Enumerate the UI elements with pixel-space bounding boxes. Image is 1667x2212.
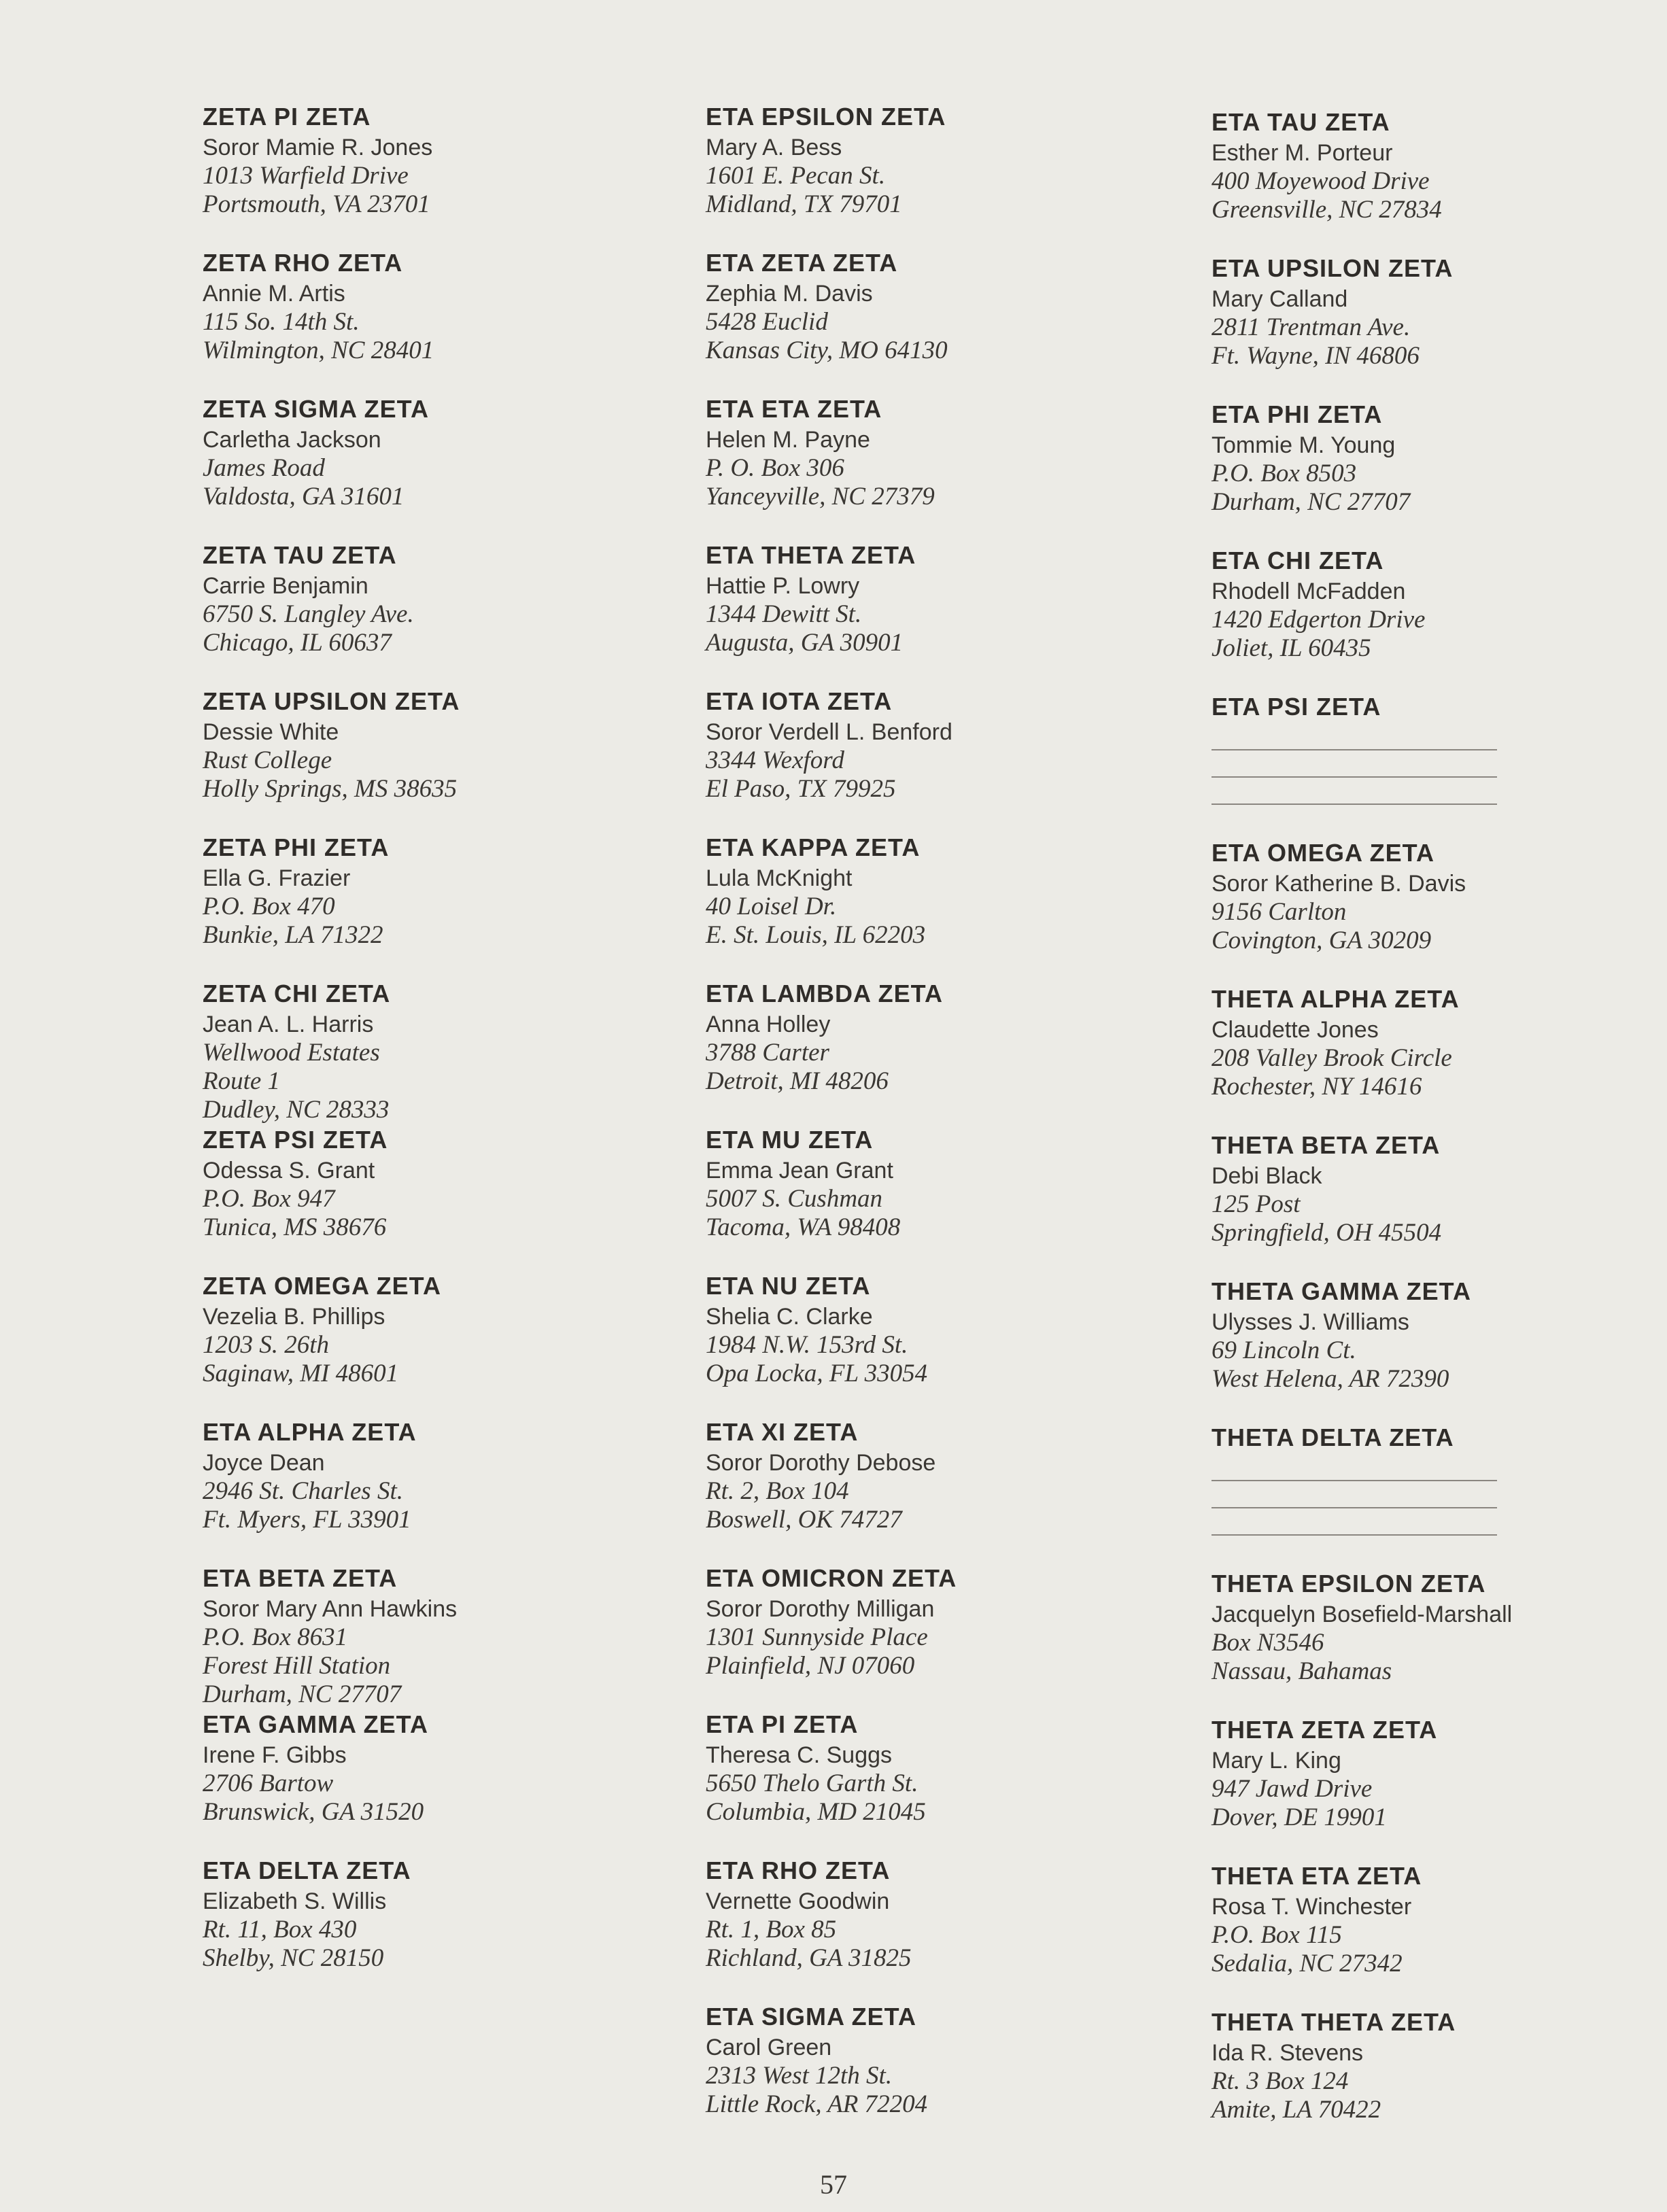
address-line: 208 Valley Brook Circle bbox=[1211, 1044, 1452, 1072]
address-line: Midland, TX 79701 bbox=[706, 190, 902, 218]
chapter-name: ETA ZETA ZETA bbox=[706, 249, 898, 277]
contact-name: Vernette Goodwin bbox=[706, 1888, 890, 1914]
blank-fill-line bbox=[1211, 1454, 1497, 1481]
chapter-entry bbox=[706, 1270, 1195, 1416]
address-line: Rt. 3 Box 124 bbox=[1211, 2067, 1349, 2095]
address-line: Greensville, NC 27834 bbox=[1211, 196, 1442, 224]
address-line: Ft. Myers, FL 33901 bbox=[203, 1506, 411, 1534]
chapter-name: THETA ETA ZETA bbox=[1211, 1862, 1422, 1890]
address-line: 9156 Carlton bbox=[1211, 898, 1347, 926]
chapter-entry bbox=[203, 101, 692, 247]
address-line: 3788 Carter bbox=[706, 1039, 829, 1067]
chapter-entry bbox=[706, 539, 1195, 685]
address-line: 69 Lincoln Ct. bbox=[1211, 1336, 1356, 1364]
chapter-name: ETA EPSILON ZETA bbox=[706, 103, 946, 131]
contact-name: Debi Black bbox=[1211, 1163, 1322, 1189]
chapter-name: ETA SIGMA ZETA bbox=[706, 2003, 916, 2030]
contact-name: Mary L. King bbox=[1211, 1748, 1341, 1774]
chapter-entry bbox=[203, 978, 692, 1124]
address-line: Portsmouth, VA 23701 bbox=[203, 190, 430, 218]
chapter-name: ZETA TAU ZETA bbox=[203, 541, 397, 569]
chapter-entry bbox=[706, 978, 1195, 1124]
address-line: Detroit, MI 48206 bbox=[706, 1067, 889, 1095]
chapter-name: ZETA UPSILON ZETA bbox=[203, 687, 460, 715]
address-line: Saginaw, MI 48601 bbox=[203, 1360, 399, 1387]
address-line: P.O. Box 947 bbox=[203, 1185, 335, 1213]
address-line: Rt. 2, Box 104 bbox=[706, 1477, 849, 1505]
contact-name: Soror Mary Ann Hawkins bbox=[203, 1596, 458, 1622]
contact-name: Theresa C. Suggs bbox=[706, 1742, 893, 1768]
address-line: 2811 Trentman Ave. bbox=[1211, 313, 1411, 341]
address-line: 1601 E. Pecan St. bbox=[706, 162, 886, 190]
contact-name: Annie M. Artis bbox=[203, 281, 345, 307]
contact-name: Helen M. Payne bbox=[706, 427, 870, 453]
contact-name: Dessie White bbox=[203, 719, 339, 745]
chapter-entry bbox=[203, 539, 692, 685]
contact-name: Hattie P. Lowry bbox=[706, 573, 860, 599]
address-line: Valdosta, GA 31601 bbox=[203, 483, 405, 511]
address-line: 1013 Warfield Drive bbox=[203, 162, 409, 190]
blank-fill-line bbox=[1211, 1508, 1497, 1536]
chapter-name: ZETA PSI ZETA bbox=[203, 1126, 388, 1154]
address-line: Forest Hill Station bbox=[203, 1652, 391, 1680]
address-line: Dudley, NC 28333 bbox=[203, 1096, 390, 1124]
address-line: 1420 Edgerton Drive bbox=[1211, 606, 1426, 634]
address-line: P. O. Box 306 bbox=[706, 454, 844, 482]
chapter-name: ETA LAMBDA ZETA bbox=[706, 980, 943, 1007]
address-line: P.O. Box 8631 bbox=[203, 1623, 348, 1651]
address-line: Rt. 1, Box 85 bbox=[706, 1916, 837, 1943]
chapter-name: ETA ETA ZETA bbox=[706, 395, 882, 423]
chapter-name: ETA TAU ZETA bbox=[1211, 108, 1390, 136]
chapter-name: THETA THETA ZETA bbox=[1211, 2008, 1456, 2036]
address-line: 125 Post bbox=[1211, 1190, 1301, 1218]
chapter-name: THETA ALPHA ZETA bbox=[1211, 985, 1460, 1013]
chapter-entry bbox=[706, 1708, 1195, 1854]
address-line: 1984 N.W. 153rd St. bbox=[706, 1331, 908, 1359]
chapter-name: ETA MU ZETA bbox=[706, 1126, 874, 1154]
address-line: Opa Locka, FL 33054 bbox=[706, 1360, 928, 1387]
contact-name: Jean A. L. Harris bbox=[203, 1012, 374, 1037]
chapter-name: THETA GAMMA ZETA bbox=[1211, 1277, 1471, 1305]
contact-name: Rosa T. Winchester bbox=[1211, 1894, 1412, 1920]
contact-name: Joyce Dean bbox=[203, 1450, 325, 1476]
contact-name: Ulysses J. Williams bbox=[1211, 1309, 1409, 1335]
address-line: Holly Springs, MS 38635 bbox=[203, 775, 458, 803]
chapter-name: ETA DELTA ZETA bbox=[203, 1856, 411, 1884]
address-line: 5007 S. Cushman bbox=[706, 1185, 883, 1213]
contact-name: Ida R. Stevens bbox=[1211, 2040, 1364, 2066]
address-line: Route 1 bbox=[203, 1067, 281, 1095]
chapter-name: THETA BETA ZETA bbox=[1211, 1131, 1441, 1159]
chapter-name: ZETA OMEGA ZETA bbox=[203, 1272, 441, 1300]
chapter-name: ETA ALPHA ZETA bbox=[203, 1418, 417, 1446]
chapter-entry bbox=[1211, 837, 1667, 983]
chapter-name: THETA ZETA ZETA bbox=[1211, 1716, 1438, 1744]
chapter-entry bbox=[706, 101, 1195, 247]
chapter-name: ZETA CHI ZETA bbox=[203, 980, 391, 1007]
address-line: 2706 Bartow bbox=[203, 1769, 334, 1797]
contact-name: Carol Green bbox=[706, 2035, 832, 2060]
chapter-entry bbox=[1211, 1714, 1667, 1860]
contact-name: Soror Dorothy Debose bbox=[706, 1450, 936, 1476]
address-line: Ft. Wayne, IN 46806 bbox=[1211, 342, 1420, 370]
address-line: Joliet, IL 60435 bbox=[1211, 634, 1371, 662]
chapter-name: ZETA PI ZETA bbox=[203, 103, 371, 131]
chapter-entry bbox=[1211, 1421, 1667, 1568]
address-line: 2946 St. Charles St. bbox=[203, 1477, 403, 1505]
address-line: Springfield, OH 45504 bbox=[1211, 1219, 1442, 1247]
address-line: 1301 Sunnyside Place bbox=[706, 1623, 928, 1651]
address-line: Shelby, NC 28150 bbox=[203, 1944, 384, 1972]
chapter-entry bbox=[706, 1854, 1195, 2001]
address-line: Rt. 11, Box 430 bbox=[203, 1916, 357, 1943]
address-line: 947 Jawd Drive bbox=[1211, 1775, 1373, 1803]
address-line: Sedalia, NC 27342 bbox=[1211, 1950, 1403, 1977]
chapter-entry bbox=[203, 1708, 692, 1854]
address-line: Tacoma, WA 98408 bbox=[706, 1213, 901, 1241]
chapter-name: ETA IOTA ZETA bbox=[706, 687, 893, 715]
chapter-entry bbox=[203, 1270, 692, 1416]
address-line: 5650 Thelo Garth St. bbox=[706, 1769, 918, 1797]
chapter-name: ETA PHI ZETA bbox=[1211, 400, 1383, 428]
directory-column-1 bbox=[203, 101, 692, 2001]
chapter-name: ZETA PHI ZETA bbox=[203, 833, 390, 861]
chapter-entry bbox=[203, 1416, 692, 1562]
address-line: Boswell, OK 74727 bbox=[706, 1506, 902, 1534]
chapter-entry bbox=[1211, 1129, 1667, 1275]
address-line: Tunica, MS 38676 bbox=[203, 1213, 387, 1241]
chapter-entry bbox=[1211, 691, 1667, 837]
address-line: 5428 Euclid bbox=[706, 308, 828, 336]
address-line: Rochester, NY 14616 bbox=[1211, 1073, 1422, 1101]
address-line: 1203 S. 26th bbox=[203, 1331, 330, 1359]
chapter-entry bbox=[1211, 252, 1667, 398]
address-line: Little Rock, AR 72204 bbox=[706, 2090, 928, 2118]
chapter-name: ETA PSI ZETA bbox=[1211, 693, 1381, 721]
contact-name: Esther M. Porteur bbox=[1211, 140, 1393, 166]
chapter-entry bbox=[1211, 398, 1667, 545]
address-line: Rust College bbox=[203, 746, 332, 774]
chapter-name: ETA RHO ZETA bbox=[706, 1856, 891, 1884]
chapter-entry bbox=[203, 1562, 692, 1708]
chapter-entry bbox=[706, 2001, 1195, 2147]
contact-name: Claudette Jones bbox=[1211, 1017, 1379, 1043]
chapter-name: ETA GAMMA ZETA bbox=[203, 1710, 428, 1738]
address-line: Brunswick, GA 31520 bbox=[203, 1798, 424, 1826]
address-line: Bunkie, LA 71322 bbox=[203, 921, 383, 949]
address-line: Durham, NC 27707 bbox=[203, 1680, 402, 1708]
chapter-entry bbox=[1211, 106, 1667, 252]
address-line: Chicago, IL 60637 bbox=[203, 629, 392, 657]
directory-column-3 bbox=[1211, 106, 1667, 2152]
address-line: Plainfield, NJ 07060 bbox=[706, 1652, 915, 1680]
address-line: 2313 West 12th St. bbox=[706, 2062, 893, 2090]
chapter-entry bbox=[1211, 545, 1667, 691]
blank-fill-line bbox=[1211, 723, 1497, 750]
contact-name: Zephia M. Davis bbox=[706, 281, 873, 307]
chapter-name: ETA UPSILON ZETA bbox=[1211, 254, 1454, 282]
contact-name: Carletha Jackson bbox=[203, 427, 381, 453]
contact-name: Irene F. Gibbs bbox=[203, 1742, 347, 1768]
chapter-entry bbox=[203, 1854, 692, 2001]
chapter-entry bbox=[1211, 983, 1667, 1129]
address-line: Augusta, GA 30901 bbox=[706, 629, 904, 657]
contact-name: Mary Calland bbox=[1211, 286, 1348, 312]
address-line: Wellwood Estates bbox=[203, 1039, 380, 1067]
page-number: 57 bbox=[820, 2169, 847, 2200]
address-line: West Helena, AR 72390 bbox=[1211, 1365, 1449, 1393]
blank-fill-line bbox=[1211, 750, 1497, 778]
chapter-entry bbox=[203, 247, 692, 393]
contact-name: Rhodell McFadden bbox=[1211, 578, 1406, 604]
address-line: Richland, GA 31825 bbox=[706, 1944, 912, 1972]
address-line: Columbia, MD 21045 bbox=[706, 1798, 926, 1826]
address-line: Yanceyville, NC 27379 bbox=[706, 483, 935, 511]
address-line: 1344 Dewitt St. bbox=[706, 600, 862, 628]
contact-name: Carrie Benjamin bbox=[203, 573, 368, 599]
address-line: P.O. Box 115 bbox=[1211, 1921, 1342, 1949]
contact-name: Mary A. Bess bbox=[706, 135, 842, 160]
chapter-entry bbox=[706, 1562, 1195, 1708]
contact-name: Lula McKnight bbox=[706, 865, 853, 891]
chapter-name: ETA NU ZETA bbox=[706, 1272, 871, 1300]
address-line: 115 So. 14th St. bbox=[203, 308, 360, 336]
contact-name: Anna Holley bbox=[706, 1012, 831, 1037]
chapter-name: ETA KAPPA ZETA bbox=[706, 833, 921, 861]
address-line: Box N3546 bbox=[1211, 1629, 1324, 1657]
contact-name: Vezelia B. Phillips bbox=[203, 1304, 385, 1330]
chapter-name: ZETA SIGMA ZETA bbox=[203, 395, 429, 423]
chapter-entry bbox=[203, 393, 692, 539]
address-line: Covington, GA 30209 bbox=[1211, 927, 1432, 954]
chapter-name: THETA EPSILON ZETA bbox=[1211, 1570, 1486, 1597]
contact-name: Soror Katherine B. Davis bbox=[1211, 871, 1466, 897]
chapter-entry bbox=[1211, 2006, 1667, 2152]
contact-name: Odessa S. Grant bbox=[203, 1158, 375, 1183]
contact-name: Jacquelyn Bosefield-Marshall bbox=[1211, 1602, 1513, 1627]
chapter-entry bbox=[706, 247, 1195, 393]
chapter-name: ETA XI ZETA bbox=[706, 1418, 859, 1446]
contact-name: Ella G. Frazier bbox=[203, 865, 351, 891]
blank-fill-line bbox=[1211, 778, 1497, 805]
address-line: James Road bbox=[203, 454, 325, 482]
chapter-entry bbox=[706, 685, 1195, 831]
chapter-entry bbox=[203, 685, 692, 831]
chapter-entry bbox=[706, 1124, 1195, 1270]
chapter-name: ETA PI ZETA bbox=[706, 1710, 859, 1738]
chapter-name: ETA OMEGA ZETA bbox=[1211, 839, 1434, 867]
address-line: Kansas City, MO 64130 bbox=[706, 336, 948, 364]
address-line: P.O. Box 470 bbox=[203, 893, 335, 920]
address-line: Wilmington, NC 28401 bbox=[203, 336, 434, 364]
address-line: E. St. Louis, IL 62203 bbox=[706, 921, 926, 949]
address-line: 6750 S. Langley Ave. bbox=[203, 600, 414, 628]
contact-name: Shelia C. Clarke bbox=[706, 1304, 873, 1330]
chapter-entry bbox=[706, 831, 1195, 978]
address-line: 40 Loisel Dr. bbox=[706, 893, 837, 920]
chapter-entry bbox=[1211, 1568, 1667, 1714]
chapter-entry bbox=[706, 1416, 1195, 1562]
chapter-name: ETA CHI ZETA bbox=[1211, 547, 1384, 574]
contact-name: Elizabeth S. Willis bbox=[203, 1888, 387, 1914]
chapter-name: ETA OMICRON ZETA bbox=[706, 1564, 957, 1592]
chapter-name: ETA THETA ZETA bbox=[706, 541, 916, 569]
contact-name: Emma Jean Grant bbox=[706, 1158, 893, 1183]
directory-column-2 bbox=[706, 101, 1195, 2147]
address-line: P.O. Box 8503 bbox=[1211, 460, 1357, 487]
chapter-entry bbox=[1211, 1860, 1667, 2006]
chapter-entry bbox=[1211, 1275, 1667, 1421]
address-line: Amite, LA 70422 bbox=[1211, 2096, 1381, 2124]
contact-name: Soror Verdell L. Benford bbox=[706, 719, 952, 745]
address-line: El Paso, TX 79925 bbox=[706, 775, 896, 803]
chapter-entry bbox=[706, 393, 1195, 539]
address-line: Durham, NC 27707 bbox=[1211, 488, 1411, 516]
blank-fill-line bbox=[1211, 1481, 1497, 1508]
address-line: 3344 Wexford bbox=[706, 746, 844, 774]
chapter-name: ETA BETA ZETA bbox=[203, 1564, 398, 1592]
chapter-entry bbox=[203, 831, 692, 978]
chapter-entry bbox=[203, 1124, 692, 1270]
address-line: 400 Moyewood Drive bbox=[1211, 167, 1430, 195]
contact-name: Soror Dorothy Milligan bbox=[706, 1596, 935, 1622]
address-line: Nassau, Bahamas bbox=[1211, 1657, 1392, 1685]
contact-name: Soror Mamie R. Jones bbox=[203, 135, 433, 160]
contact-name: Tommie M. Young bbox=[1211, 432, 1396, 458]
chapter-name: ZETA RHO ZETA bbox=[203, 249, 403, 277]
address-line: Dover, DE 19901 bbox=[1211, 1803, 1387, 1831]
chapter-name: THETA DELTA ZETA bbox=[1211, 1423, 1454, 1451]
